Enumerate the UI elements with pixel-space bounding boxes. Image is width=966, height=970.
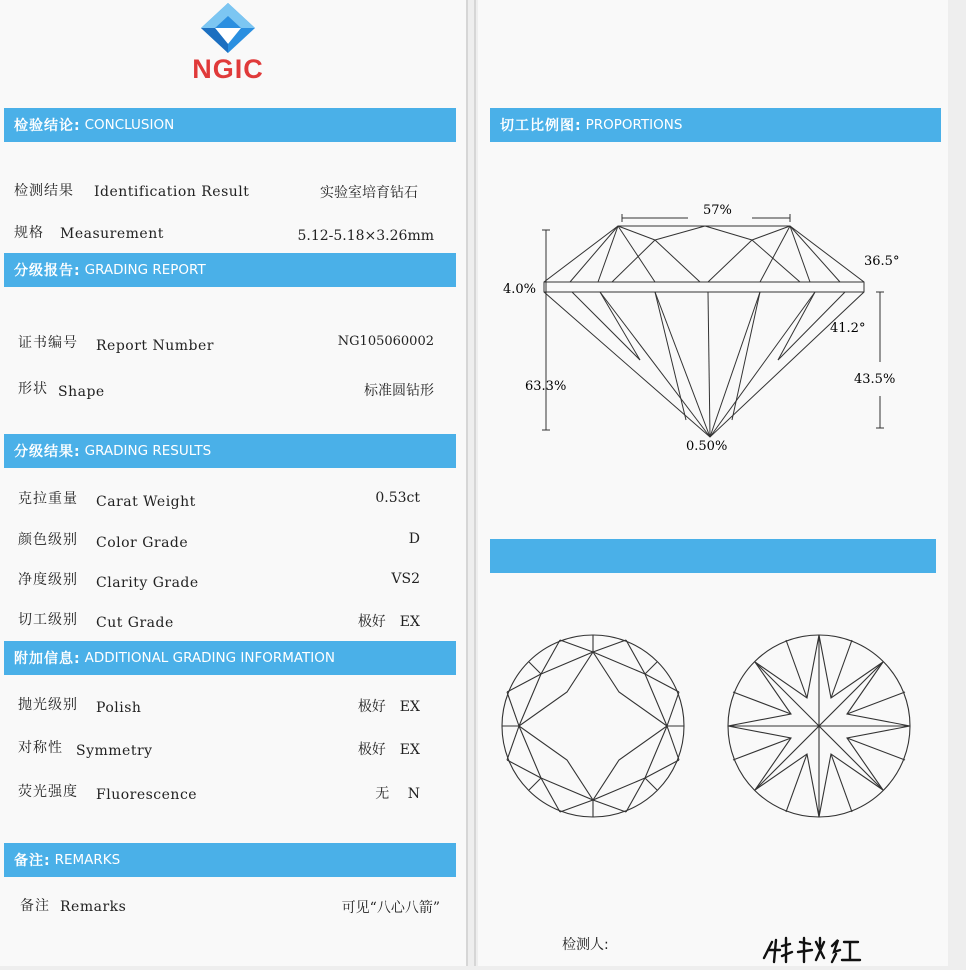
section-grading-results-en: GRADING RESULTS (84, 443, 212, 459)
measurement-value: 5.12-5.18×3.26mm (297, 228, 434, 244)
brand-name: NGIC (192, 54, 264, 84)
table-percent-label: 57% (703, 203, 732, 218)
section-remarks-en: REMARKS (54, 852, 121, 868)
measurement-label-cn: 规格 (14, 225, 44, 241)
carat-value: 0.53ct (375, 490, 420, 506)
inspector-label: 检测人: (562, 937, 609, 953)
shape-label-en: Shape (58, 384, 105, 400)
report-number-label-en: Report Number (96, 338, 214, 354)
section-grading-report-en: GRADING REPORT (84, 262, 206, 278)
polish-label-cn: 抛光级别 (18, 697, 78, 713)
identification-label-en: Identification Result (94, 184, 250, 200)
report-number-label-cn: 证书编号 (18, 335, 78, 351)
section-grading-report-cn: 分级报告: (14, 263, 81, 279)
identification-label-cn: 检测结果 (14, 183, 74, 199)
symmetry-label-en: Symmetry (76, 743, 153, 759)
remarks-label-cn: 备注 (20, 898, 50, 914)
shape-label-cn: 形状 (18, 381, 48, 397)
section-conclusion-cn: 检验结论: (14, 118, 81, 134)
fluorescence-label-cn: 荧光强度 (18, 784, 78, 800)
symmetry-value: 极好 EX (357, 742, 420, 758)
girdle-percent-label: 4.0% (503, 282, 537, 297)
section-conclusion-en: CONCLUSION (84, 117, 175, 133)
cut-label-en: Cut Grade (96, 615, 174, 631)
carat-label-cn: 克拉重量 (18, 491, 78, 507)
section-additional-cn: 附加信息: (14, 651, 81, 667)
color-label-en: Color Grade (96, 535, 189, 551)
remarks-label-en: Remarks (60, 899, 127, 915)
pavilion-depth-label: 43.5% (854, 372, 896, 387)
measurement-label-en: Measurement (60, 226, 164, 242)
total-depth-label: 63.3% (525, 379, 567, 394)
crown-view-diagram (502, 635, 684, 817)
symmetry-label-cn: 对称性 (18, 740, 63, 756)
handwritten-signature-icon (760, 932, 870, 966)
section-grading-results-cn: 分级结果: (14, 444, 81, 460)
section-proportions-cn: 切工比例图: (500, 118, 582, 134)
clarity-label-en: Clarity Grade (96, 575, 199, 591)
clarity-value: VS2 (391, 571, 420, 587)
crown-angle-label: 36.5° (864, 254, 900, 269)
clarity-label-cn: 净度级别 (18, 572, 78, 588)
polish-label-en: Polish (96, 700, 142, 716)
carat-label-en: Carat Weight (96, 494, 196, 510)
section-additional-en: ADDITIONAL GRADING INFORMATION (84, 650, 336, 666)
cut-value: 极好 EX (357, 614, 420, 630)
pavilion-view-diagram (728, 635, 910, 817)
pavilion-angle-label: 41.2° (830, 321, 866, 336)
polish-value: 极好 EX (357, 699, 420, 715)
inspector-signature (760, 932, 870, 966)
fluorescence-value: 无 N (375, 786, 420, 802)
section-plot-bar (490, 539, 936, 573)
fluorescence-label-en: Fluorescence (96, 787, 198, 803)
section-remarks-cn: 备注: (14, 853, 51, 869)
identification-value: 实验室培育钻石 (320, 185, 418, 201)
section-proportions-en: PROPORTIONS (585, 117, 683, 133)
culet-label: 0.50% (686, 439, 728, 454)
color-label-cn: 颜色级别 (18, 532, 78, 548)
color-value: D (408, 531, 420, 547)
remarks-value: 可见“八心八箭” (341, 900, 440, 916)
cut-label-cn: 切工级别 (18, 612, 78, 628)
plot-diagrams (490, 620, 940, 850)
shape-value: 标准圆钻形 (364, 383, 434, 399)
report-number-value: NG105060002 (337, 334, 434, 349)
